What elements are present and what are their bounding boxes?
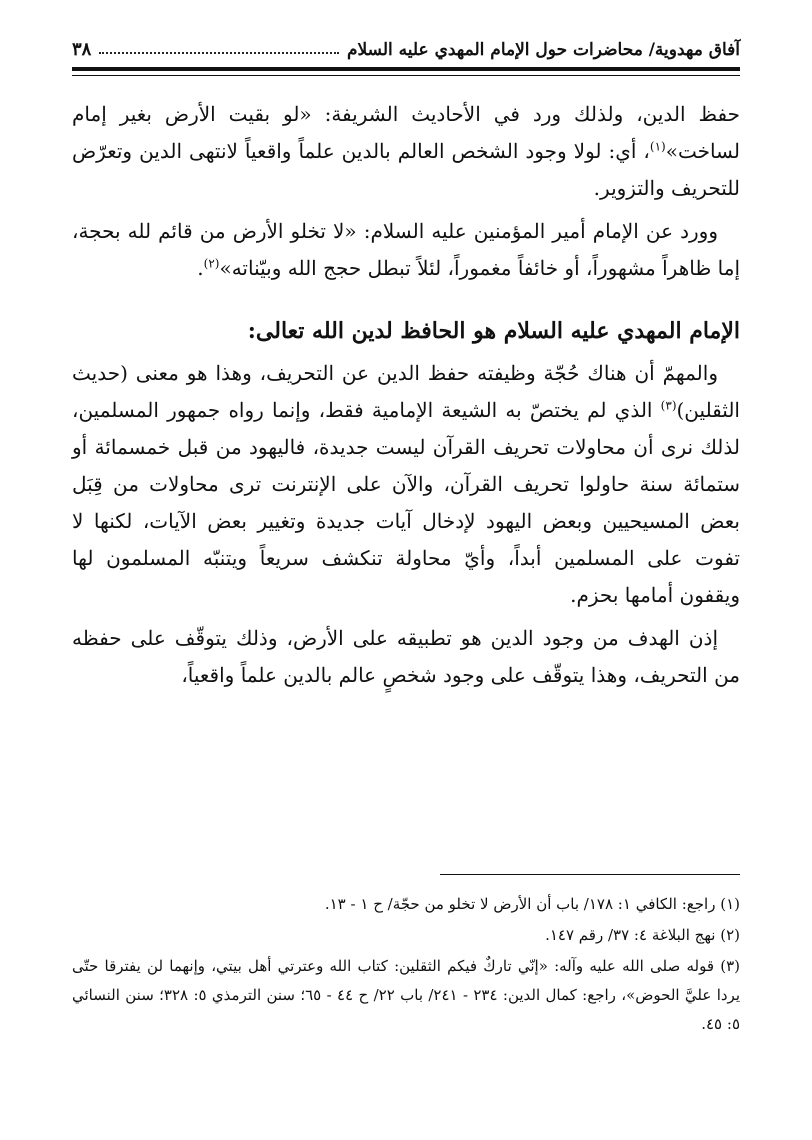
paragraph-2-text: وورد عن الإمام أمير المؤمنين عليه السلام: «لا تخلو الأرض من قائم لله بحجة، إما ظاهراً مشهوراً، أو خائفاً مغموراً، لئلاً تبطل حجج الله وبيّناته»: [72, 219, 740, 280]
footnote-2: (٢) نهج البلاغة ٤: ٣٧/ رقم ١٤٧.: [545, 926, 740, 944]
page-number: ٣٨: [72, 39, 92, 60]
footnote-1: (١) راجع: الكافي ١: ١٧٨/ باب أن الأرض لا تخلو من حجّة/ ح ١ - ١٣.: [324, 895, 740, 913]
footnote-ref-1: (١): [649, 139, 666, 154]
paragraph-1-end: ، أي: لولا وجود الشخص العالم بالدين علماً واقعياً لانتهى الدين وتعرّض للتحريف والتزوير.: [72, 139, 740, 200]
body-text: [72, 96, 740, 700]
footnote-ref-3: (٣): [660, 398, 677, 413]
paragraph-2: [72, 213, 740, 287]
paragraph-1: [72, 96, 740, 207]
header-title: آفاق مهدوية/ محاضرات حول الإمام المهدي عليه السلام: [346, 40, 740, 60]
paragraph-3-start: والمهمّ أن هناك حُجّة وظيفته حفظ الدين عن التحريف، وهذا هو معنى (حديث الثقلين): [72, 361, 740, 422]
paragraph-3-end: الذي لم يختصّ به الشيعة الإمامية فقط، وإنما رواه جمهور المسلمين، لذلك نرى أن محاولات تحريف القرآن ليست جديدة، فاليهود من قبل خمسمائة أو ستمائة سنة حاولوا تحريف القرآن، والآن على الإنترنت ترى محاولات من قِبَل بعض المسيحيين وبعض اليهود لإدخال آيات جديدة وتغيير بعض الآيات، لكنها لا تفوت على المسلمين أبداً، وأيّ محاولة تنكشف سريعاً ويتنبّه المسلمون لها ويقفون أمامها بحزم.: [72, 398, 740, 607]
paragraph-4: إذن الهدف من وجود الدين هو تطبيقه على الأرض، وذلك يتوقّف على حفظه من التحريف، وهذا يتوقّف على وجود شخصٍ عالم بالدين علماً واقعياً،: [72, 626, 740, 687]
paragraph-1-text: حفظ الدين، ولذلك ورد في الأحاديث الشريفة: «لو بقيت الأرض بغير إمام لساخت»: [72, 102, 740, 163]
paragraph-2-end: .: [197, 256, 204, 280]
paragraph-3: [72, 355, 740, 614]
section-heading: الإمام المهدي عليه السلام هو الحافظ لدين الله تعالى:: [247, 318, 740, 344]
footnote-ref-2: (٢): [203, 256, 220, 271]
footnote-separator: [440, 874, 740, 875]
header-rule-thick: [72, 67, 740, 71]
header-dotted-leader: [99, 51, 339, 54]
footnotes: [72, 890, 740, 1041]
header-rule-thin: [72, 75, 740, 76]
footnote-3: (٣) قوله صلى الله عليه وآله: «إنّي تاركٌ فيكم الثقلين: كتاب الله وعترتي أهل بيتي، وإنهما لن يفترقا حتّى يردا عليَّ الحوض»، راجع: كمال الدين: ٢٣٤ - ٢٤١/ باب ٢٢/ ح ٤٤ - ٦٥؛ سنن الترمذي ٥: ٣٢٨؛ سنن النسائي ٥: ٤٥.: [72, 957, 741, 1033]
running-header: [72, 30, 740, 60]
